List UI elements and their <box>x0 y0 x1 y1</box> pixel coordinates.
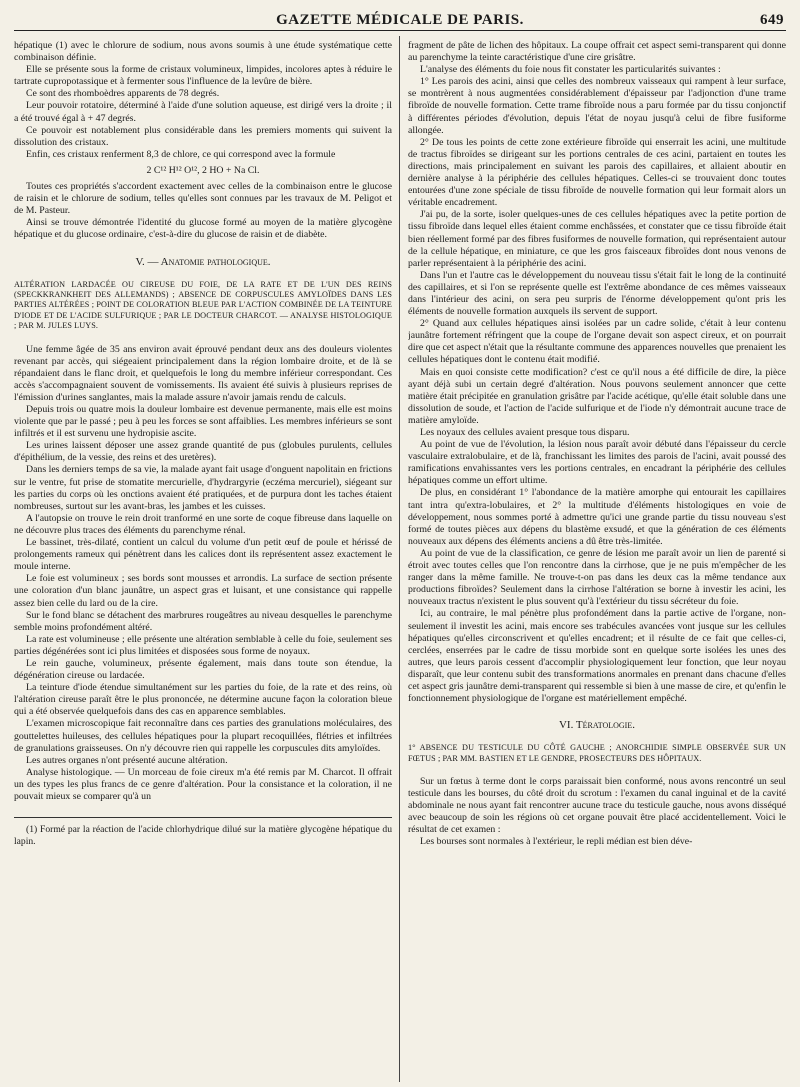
paragraph: Elle se présente sous la forme de cristaux volumineux, limpides, incolores aptes à réduire le tartrate cupropotassique et à fermenter sous l'influence de la levûre de bière. <box>14 64 392 88</box>
paragraph: Sur le fond blanc se détachent des marbrures rougeâtres au niveau desquelles le parenchyme semble moins profondément altéré. <box>14 609 392 633</box>
paragraph: Leur pouvoir rotatoire, déterminé à l'aide d'une solution aqueuse, est dirigé vers la droite ; il a été trouvé égal à + 47 degrés. <box>14 100 392 124</box>
paragraph: Une femme âgée de 35 ans environ avait éprouvé pendant deux ans des douleurs violentes revenant par accès, qui siégeaient principalement dans la région lombaire droite, et de là se répandaient dans le flanc droit, et quelquefois le long du membre inférieur correspondant. Ces accès s'accompagnaient souvent de vomissements. Ils avaient été suivis à plusieurs reprises de l'émission d'urines sanglantes, mais la malade assure n'avoir jamais rendu de calculs. <box>14 343 392 403</box>
paragraph: Analyse histologique. — Un morceau de foie cireux m'a été remis par M. Charcot. Il offrait un des types les plus francs de ce genre d'altération. Pour la consistance et la coloration, il ne pouvait mieux se comparer qu'à un <box>14 766 392 802</box>
section-heading-vi: VI. Tératologie. <box>558 719 635 732</box>
paragraph: L'examen microscopique fait reconnaître dans ces parties des granulations moléculaires, des gouttelettes huileuses, des cellules hépatiques pour la plupart recoquillées, flétries et infiltrées de granulations graisseuses. On n'y découvre rien qui rappelle les corpuscules dits amyloïdes. <box>14 718 392 754</box>
paragraph: L'analyse des éléments du foie nous fit constater les particularités suivantes : <box>420 64 721 76</box>
paragraph: Ce sont des rhomboèdres apparents de 78 degrés. <box>26 88 220 100</box>
paragraph: Dans l'un et l'autre cas le développement du nouveau tissu s'était fait le long de la continuité des capillaires, et si l'on se représente quelle est l'extrême abondance de ces mêmes vaisseaux dans l'intérieur des acini, on sera peu surpris de l'énorme développement qu'ont pris les éléments de nouvelle formation auxquels ils servent de support. <box>408 269 786 318</box>
paragraph: La teinture d'iode étendue simultanément sur les parties du foie, de la rate et des reins, où l'altération cireuse paraît être le plus prononcée, ne détermine aucune façon la coloration bleue qui a été observée quelquefois dans des cas en apparence semblables. <box>14 682 392 718</box>
paragraph: Le rein gauche, volumineux, présente également, mais dans toute son étendue, la dégénération cireuse ou lardacée. <box>14 657 392 682</box>
section-heading-v: V. — Anatomie pathologique. <box>135 255 271 268</box>
paragraph: Ce pouvoir est notablement plus considérable dans les premiers moments qui suivent la dissolution des cristaux. <box>14 124 392 148</box>
page-number: 649 <box>760 12 784 28</box>
paragraph: A l'autopsie on trouve le rein droit tranformé en une sorte de coque fibreuse dans laquelle on ne découvre plus traces des éléments du parenchyme rénal. <box>14 512 392 536</box>
paragraph: Toutes ces propriétés s'accordent exactement avec celles de la combinaison entre le glucose de raisin et le chlorure de sodium, telles qu'elles sont connues par les travaux de M. Peligot et de M. Pasteur. <box>14 181 392 217</box>
paragraph: Enfin, ces cristaux renferment 8,3 de chlore, ce qui correspond avec la formule <box>26 148 336 160</box>
column-divider <box>399 36 400 1082</box>
paragraph: Le foie est volumineux ; ses bords sont mousses et arrondis. La surface de section présente une coloration d'un blanc jaunâtre, un aspect gras et luisant, et une consistance qui rappelle assez bien celle du lard ou de la cire. <box>14 573 392 609</box>
footnote-rule <box>14 817 392 818</box>
paragraph: J'ai pu, de la sorte, isoler quelques-unes de ces cellules hépatiques avec la petite portion de tissu fibroïde dans lequel elles étaient comme enchâssées, et constater que ce tissu fibroïde était bien réellement formé par des fibres fusiformes de nouvelle formation, qui représentaient autour de la cellule hépatique, en miniature, ce que les gros faisceaux fibroïdes dont nous venons de parler représentaient à la périphérie des acini. <box>408 209 786 269</box>
paragraph: Dans les derniers temps de sa vie, la malade ayant fait usage d'onguent napolitain en frictions sur le ventre, fut prise de stomatite mercurielle, d'hydrargyrie (eczéma mercuriel), siégeant sur les parties du corps où les onctions avaient été pratiquées, et de purpura dont les taches étaient nombreuses, surtout sur les avant-bras, les jambes et les cuisses. <box>14 464 392 512</box>
left-column <box>14 40 392 1080</box>
paragraph: hépatique (1) avec le chlorure de sodium, nous avons soumis à une étude systématique cette combinaison définie. <box>14 40 392 64</box>
page-header <box>14 6 786 31</box>
paragraph: 2° Quand aux cellules hépatiques ainsi isolées par un cadre solide, c'était à leur contenu jaunâtre fortement réfringent que la coupe de l'organe devait son aspect cireux, et on pourrait dire que cet aspect n'était que la résultante commune des apparences nouvelles que prenaient les cellules hépatiques dont le contenu était modifié. <box>408 318 786 366</box>
paragraph: Le bassinet, très-dilaté, contient un calcul du volume d'un petit œuf de poule et hérissé de prolongements rameux qui pénètrent dans les calices dont ils représentent assez exactement le moule interne. <box>14 537 392 573</box>
paragraph: Sur un fœtus à terme dont le corps paraissait bien conformé, nous avons rencontré un seul testicule dans les bourses, du côté droit du scrotum : l'examen du canal inguinal et de la cavité abdominale ne nous ayant fait rencontrer aucune trace du testicule gauche, nous avons disséqué avec beaucoup de soin les régions où cet organe pouvait être placé accidentellement. Voici le résultat de cet examen : <box>408 775 786 836</box>
paragraph: Au point de vue de l'évolution, la lésion nous paraît avoir débuté dans l'épaisseur du cercle vasculaire extralobulaire, et de là, franchissant les limites des parois de l'acini, avait poussé des ramifications envahissantes vers les portions centrales, en encadrant la périphérie des cellules hépatiques comme un effort ultime. <box>408 439 786 487</box>
paragraph: Au point de vue de la classification, ce genre de lésion me paraît avoir un lien de parenté si étroit avec toutes celles que l'on rencontre dans la cirrhose, que je ne puis m'empêcher de les ranger dans la même famille. Ne trouve-t-on pas dans les deux cas la même tendance aux productions fibroïdes? Seulement dans la cirrhose l'altération se borne à investir les acini, les nouveaux tractus n'existent le plus souvent qu'à l'extérieur du tissu sécréteur du foie. <box>408 547 786 608</box>
article-heading: ALTÉRATION LARDACÉE OU CIREUSE DU FOIE, DE LA RATE ET DE L'UN DES REINS (SPECKKRANKHEIT DES ALLEMANDS) ; ABSENCE DE CORPUSCULES AMYLOÏDES DANS LES PARTIES ALTÉRÉES ; POINT DE COLORATION BLEUE PAR L'ACTION COMBINÉE DE LA TEINTURE D'IODE ET DE L'ACIDE SULFURIQUE ; PAR LE DOCTEUR CHARCOT. — ANALYSE HISTOLOGIQUE ; PAR M. JULES LUYS. <box>14 279 392 331</box>
paragraph: Ici, au contraire, le mal pénètre plus profondément dans la partie active de l'organe, non-seulement il investit les acini, mais encore ses trabécules avancées vont jusque sur les cellules hépatiques qu'elles circonscrivent et qu'elles encadrent; et il résulte de ce fait que celles-ci, cerclées, enserrées par le cadre de tissu morbide sont en quelque sorte isolées les unes des autres, que leurs parois cessent d'accomplir physiologiquement leur fonction, que leur noyau disparaît, que leur contenu subit des transformations anormales en prenant dans chacune d'elles cet aspect gris jaunâtre demi-transparent qui ressemble si bien à une masse de cire, et qu'enfin le fonctionnement physiologique de l'organe est matériellement empêché. <box>408 608 786 705</box>
paragraph: De plus, en considérant 1° l'abondance de la matière amorphe qui entourait les capillaires tant intra qu'extra-lobulaires, et 2° la multitude d'éléments histologiques en voie de développement, nous sommes porté à admettre qu'ici une grande partie du tissu nouveau s'est formé de toutes pièces aux dépens du blastème exsudé, et que la génération de ces éléments nouveaux aux dépens des éléments anciens a dû être très-limitée. <box>408 487 786 547</box>
paragraph: 1° Les parois des acini, ainsi que celles des nombreux vaisseaux qui rampent à leur surface, se montrèrent à nous augmentées considérablement d'épaisseur par l'adjonction d'une trame fibroïde de nouvelle formation. Cette trame fibroïde nous a paru formée par du tissu conjonctif à différentes périodes d'évolution, depuis l'état de noyau jusqu'à celui de fibre fusiforme allongée. <box>408 76 786 136</box>
chemical-formula: 2 C¹² H¹² O¹², 2 HO + Na Cl. <box>146 164 260 176</box>
publication-title: GAZETTE MÉDICALE DE PARIS. <box>276 12 524 28</box>
footnote: (1) Formé par la réaction de l'acide chlorhydrique dilué sur la matière glycogène hépatique du lapin. <box>14 824 392 848</box>
paragraph: Les noyaux des cellules avaient presque tous disparu. <box>420 427 630 438</box>
paragraph: Depuis trois ou quatre mois la douleur lombaire est devenue permanente, mais elle est moins violente que par le passé ; peu à peu les forces se sont affaiblies. Les membres inférieurs se sont infiltrés et il est survenu une hydropisie ascite. <box>14 404 392 440</box>
article-heading: 1° ABSENCE DU TESTICULE DU CÔTÉ GAUCHE ; ANORCHIDIE SIMPLE OBSERVÉE SUR UN FŒTUS ; PAR MM. BASTIEN ET LE GENDRE, PROSECTEURS DES HÔPITAUX. <box>408 743 786 763</box>
paragraph: Mais en quoi consiste cette modification? c'est ce qu'il nous a été difficile de dire, la pièce ayant déjà subi un certain degré d'altération. Nous pouvons seulement annoncer que cette matière était précipitée en granulation grisâtre par l'acide acétique, qu'elle était soluble dans une dissolution de soude, et l'action de l'acide sulfurique et de l'iode n'y démontrait aucune trace de matière amyloïde. <box>408 366 786 426</box>
paragraph: Ainsi se trouve démontrée l'identité du glucose formé au moyen de la matière glycogène hépatique et du glucose ordinaire, c'est-à-dire du glucose de raisin et de diabète. <box>14 217 392 241</box>
paragraph: Les urines laissent déposer une assez grande quantité de pus (globules purulents, cellules d'épithélium, de la vessie, des reins et des uretères). <box>14 440 392 464</box>
paragraph: Les autres organes n'ont présenté aucune altération. <box>26 754 228 766</box>
right-column <box>408 40 786 1080</box>
paragraph: La rate est volumineuse ; elle présente une altération semblable à celle du foie, seulement ses parties dégénérées sont ici plus limitées et disposées sous forme de noyaux. <box>14 633 392 657</box>
paragraph: fragment de pâte de lichen des hôpitaux. La coupe offrait cet aspect semi-transparent qui donne au parenchyme la teinte caractéristique d'une cire grisâtre. <box>408 40 786 64</box>
paragraph: 2° De tous les points de cette zone extérieure fibroïde qui enserrait les acini, une multitude de tractus fibroïdes se dirigeant sur les portions centrales de ces acini, partaient en toutes les directions, mais principalement en suivant les parois des capillaires, et allaient aboutir en dernière analyse à la périphérie des cellules hépatiques. Celles-ci se trouvaient donc toutes entourées d'une zone spéciale de tissu fibroïde de nouvelle formation qui leur formait alors un véritable encadrement. <box>408 136 786 209</box>
paragraph: Les bourses sont normales à l'extérieur, le repli médian est bien déve- <box>420 836 693 848</box>
